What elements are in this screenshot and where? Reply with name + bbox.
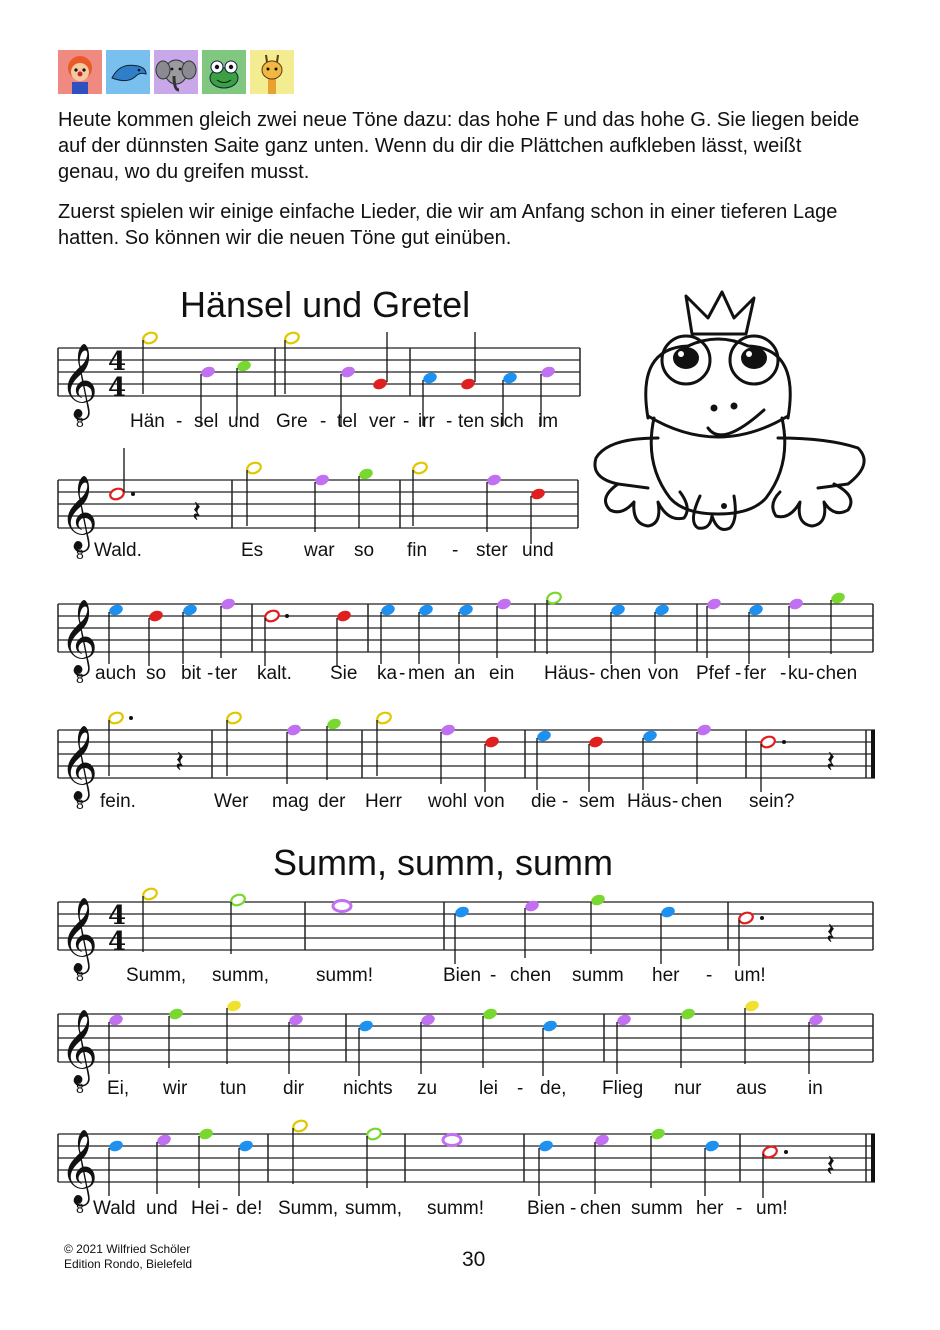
note-f xyxy=(830,591,847,605)
note-e xyxy=(594,1133,611,1147)
giraffe-icon xyxy=(250,50,294,94)
svg-text:und: und xyxy=(228,411,260,432)
svg-text:sich: sich xyxy=(490,411,524,432)
note-e xyxy=(706,597,723,611)
svg-text:ein: ein xyxy=(489,663,515,684)
svg-text:dir: dir xyxy=(283,1078,305,1099)
lyrics-line xyxy=(93,1198,788,1219)
note-f xyxy=(590,893,607,907)
svg-text:summ!: summ! xyxy=(316,965,373,986)
frog-icon xyxy=(202,50,246,94)
note-e xyxy=(340,365,357,379)
lyrics-line xyxy=(107,1078,823,1099)
svg-text:Herr: Herr xyxy=(365,791,402,812)
frog-prince-illustration xyxy=(588,288,878,558)
note-d xyxy=(610,603,627,617)
note-c-half xyxy=(264,609,281,623)
note-c xyxy=(372,377,389,391)
svg-text:ku: ku xyxy=(788,663,809,684)
svg-text:-: - xyxy=(808,663,815,684)
svg-text:-: - xyxy=(589,663,596,684)
svg-text:8: 8 xyxy=(76,796,84,812)
svg-text:fin: fin xyxy=(407,540,428,561)
note-d xyxy=(380,603,397,617)
note-c-half xyxy=(760,735,777,749)
time-signature xyxy=(108,347,126,403)
svg-text:Flieg: Flieg xyxy=(602,1078,644,1099)
elephant-icon xyxy=(154,50,198,94)
note-d xyxy=(108,1139,125,1153)
svg-text:und: und xyxy=(146,1198,178,1219)
treble-clef-icon xyxy=(60,600,98,686)
svg-text:und: und xyxy=(522,540,554,561)
svg-text:Bien: Bien xyxy=(527,1198,566,1219)
lyrics-line xyxy=(130,411,558,432)
note-c xyxy=(460,377,477,391)
note-d xyxy=(654,603,671,617)
note-f-half xyxy=(546,591,563,605)
lyrics-line xyxy=(100,791,794,812)
svg-text:chen: chen xyxy=(600,663,642,684)
quarter-rest-icon: 𝄽 xyxy=(826,745,836,780)
svg-text:von: von xyxy=(474,791,505,812)
svg-text:ver: ver xyxy=(369,411,396,432)
svg-text:sem: sem xyxy=(579,791,615,812)
svg-text:ten: ten xyxy=(458,411,485,432)
note-d xyxy=(358,1019,375,1033)
quarter-rest-icon: 𝄽 xyxy=(192,495,202,530)
music-staff-song1-line3 xyxy=(0,580,940,700)
svg-text:tun: tun xyxy=(220,1078,247,1099)
svg-text:-: - xyxy=(176,411,183,432)
note-f xyxy=(198,1127,215,1141)
svg-text:-: - xyxy=(672,791,679,812)
svg-text:Häus: Häus xyxy=(627,791,672,812)
music-staff-song2-line3 xyxy=(0,1110,940,1230)
staff-lines xyxy=(58,348,580,396)
note-f xyxy=(326,717,343,731)
svg-text:bit: bit xyxy=(181,663,202,684)
note-g xyxy=(142,887,159,901)
note-c-half xyxy=(762,1145,779,1159)
svg-text:-: - xyxy=(399,663,406,684)
svg-text:kalt.: kalt. xyxy=(257,663,292,684)
note-g xyxy=(292,1119,309,1133)
svg-text:-: - xyxy=(320,411,327,432)
svg-text:aus: aus xyxy=(736,1078,767,1099)
svg-text:chen: chen xyxy=(681,791,723,812)
svg-text:𝄞: 𝄞 xyxy=(60,600,98,674)
svg-text:Wer: Wer xyxy=(214,791,249,812)
svg-text:de!: de! xyxy=(236,1198,263,1219)
note-e xyxy=(788,597,805,611)
svg-text:fer: fer xyxy=(744,663,767,684)
svg-text:8: 8 xyxy=(76,1200,84,1216)
note-e xyxy=(286,723,303,737)
svg-text:-: - xyxy=(446,411,453,432)
svg-text:wohl: wohl xyxy=(428,791,468,812)
note-g xyxy=(142,331,159,345)
svg-text:Sie: Sie xyxy=(330,663,358,684)
music-staff-song1-line4 xyxy=(0,706,940,826)
note-g xyxy=(226,999,243,1013)
svg-text:-: - xyxy=(517,1078,524,1099)
svg-text:in: in xyxy=(808,1078,823,1099)
note-g xyxy=(246,461,263,475)
svg-text:Gre: Gre xyxy=(276,411,308,432)
svg-text:-: - xyxy=(562,791,569,812)
note-d xyxy=(642,729,659,743)
svg-text:Summ,: Summ, xyxy=(278,1198,339,1219)
svg-text:war: war xyxy=(304,540,335,561)
note-e xyxy=(314,473,331,487)
note-e xyxy=(220,597,237,611)
svg-text:8: 8 xyxy=(76,670,84,686)
treble-clef-icon xyxy=(60,726,98,812)
quarter-rest-icon: 𝄽 xyxy=(826,917,836,952)
note-d xyxy=(748,603,765,617)
svg-text:irr: irr xyxy=(418,411,435,432)
svg-text:ter: ter xyxy=(215,663,238,684)
svg-text:Hän: Hän xyxy=(130,411,165,432)
note-c xyxy=(588,735,605,749)
svg-text:-: - xyxy=(735,663,742,684)
note-f xyxy=(650,1127,667,1141)
note-e-whole xyxy=(443,1135,461,1146)
svg-text:Bien: Bien xyxy=(443,965,482,986)
svg-text:summ: summ xyxy=(572,965,624,986)
note-d xyxy=(542,1019,559,1033)
svg-text:𝄞: 𝄞 xyxy=(60,898,98,972)
note-d xyxy=(536,729,553,743)
svg-text:-: - xyxy=(490,965,497,986)
dolphin-icon xyxy=(106,50,150,94)
footer-copyright xyxy=(64,1242,192,1272)
lyrics-line xyxy=(95,663,857,684)
note-d xyxy=(182,603,199,617)
note-c xyxy=(148,609,165,623)
svg-text:8: 8 xyxy=(76,546,84,562)
svg-text:𝄞: 𝄞 xyxy=(60,726,98,800)
svg-text:𝄞: 𝄞 xyxy=(60,344,98,418)
svg-text:um!: um! xyxy=(756,1198,788,1219)
svg-text:sel: sel xyxy=(194,411,219,432)
svg-text:so: so xyxy=(354,540,375,561)
svg-text:-: - xyxy=(706,965,713,986)
svg-text:Es: Es xyxy=(241,540,264,561)
svg-text:von: von xyxy=(648,663,679,684)
svg-text:nur: nur xyxy=(674,1078,702,1099)
note-c xyxy=(484,735,501,749)
svg-text:8: 8 xyxy=(76,414,84,430)
svg-text:𝄞: 𝄞 xyxy=(60,1130,98,1204)
svg-text:𝄞: 𝄞 xyxy=(60,476,98,550)
note-d xyxy=(418,603,435,617)
notes xyxy=(108,711,835,792)
svg-text:auch: auch xyxy=(95,663,137,684)
svg-text:-: - xyxy=(207,663,214,684)
svg-text:nichts: nichts xyxy=(343,1078,393,1099)
svg-text:tel: tel xyxy=(337,411,358,432)
note-e xyxy=(540,365,557,379)
note-e xyxy=(440,723,457,737)
svg-text:lei: lei xyxy=(479,1078,499,1099)
animal-icon-row xyxy=(58,50,294,94)
svg-text:-: - xyxy=(452,540,459,561)
svg-text:her: her xyxy=(696,1198,724,1219)
note-f xyxy=(236,359,253,373)
svg-text:-: - xyxy=(222,1198,229,1219)
note-f xyxy=(168,1007,185,1021)
svg-text:mag: mag xyxy=(272,791,309,812)
note-e xyxy=(288,1013,305,1027)
svg-text:um!: um! xyxy=(734,965,766,986)
note-d xyxy=(238,1139,255,1153)
note-d xyxy=(458,603,475,617)
svg-text:4: 4 xyxy=(108,901,127,931)
note-f-half xyxy=(230,893,247,907)
note-e xyxy=(420,1013,437,1027)
svg-text:Hei: Hei xyxy=(191,1198,220,1219)
svg-text:summ!: summ! xyxy=(427,1198,484,1219)
quarter-rest-icon: 𝄽 xyxy=(826,1149,836,1184)
note-e xyxy=(486,473,503,487)
notes xyxy=(109,448,547,544)
intro-paragraph-1: Heute kommen gleich zwei neue Töne dazu: das hohe F und das hohe G. Sie liegen beide auf der dünnsten Saite ganz unten. Wenn du dir die Plättchen aufkleben lässt, weißt genau, wo du greifen musst. xyxy=(58,109,860,183)
time-signature xyxy=(108,901,126,957)
note-g xyxy=(412,461,429,475)
svg-text:so: so xyxy=(146,663,167,684)
note-d xyxy=(108,603,125,617)
note-d xyxy=(422,371,439,385)
crown-icon xyxy=(686,292,754,334)
svg-text:zu: zu xyxy=(417,1078,438,1099)
svg-text:de,: de, xyxy=(540,1078,567,1099)
svg-text:ster: ster xyxy=(476,540,508,561)
note-f xyxy=(358,467,375,481)
svg-text:chen: chen xyxy=(510,965,552,986)
svg-text:die: die xyxy=(531,791,557,812)
clown-icon xyxy=(58,50,102,94)
quarter-rest-icon: 𝄽 xyxy=(175,745,185,780)
svg-text:ka: ka xyxy=(377,663,398,684)
svg-text:𝄞: 𝄞 xyxy=(60,1010,98,1084)
note-g xyxy=(376,711,393,725)
note-d xyxy=(660,905,677,919)
svg-text:chen: chen xyxy=(816,663,858,684)
svg-text:sein?: sein? xyxy=(749,791,795,812)
svg-text:8: 8 xyxy=(76,1080,84,1096)
treble-clef-icon xyxy=(60,476,98,562)
note-g xyxy=(226,711,243,725)
svg-text:8: 8 xyxy=(76,968,84,984)
svg-text:4: 4 xyxy=(108,927,127,957)
music-staff-song2-line1 xyxy=(0,878,940,998)
note-g xyxy=(284,331,301,345)
lyrics-line xyxy=(94,540,554,561)
svg-text:der: der xyxy=(318,791,346,812)
svg-text:her: her xyxy=(652,965,680,986)
note-c xyxy=(530,487,547,501)
treble-clef-icon xyxy=(60,898,98,984)
music-staff-song2-line2 xyxy=(0,990,940,1110)
note-e xyxy=(524,899,541,913)
treble-clef-icon xyxy=(60,1010,98,1096)
page-number: 30 xyxy=(462,1248,486,1271)
note-c xyxy=(336,609,353,623)
svg-text:an: an xyxy=(454,663,476,684)
note-e xyxy=(200,365,217,379)
note-f-half xyxy=(366,1127,383,1141)
note-g-half xyxy=(108,711,125,725)
intro-paragraph-2: Zuerst spielen wir einige einfache Lieder, die wir am Anfang schon in einer tieferen Lage hatten. So können wir die neuen Töne gut einüben. xyxy=(58,201,838,249)
svg-text:-: - xyxy=(570,1198,577,1219)
svg-text:chen: chen xyxy=(580,1198,622,1219)
svg-text:Wald: Wald xyxy=(93,1198,136,1219)
svg-text:Häus: Häus xyxy=(544,663,589,684)
note-e xyxy=(108,1013,125,1027)
note-e xyxy=(496,597,513,611)
note-e xyxy=(616,1013,633,1027)
svg-text:-: - xyxy=(736,1198,743,1219)
svg-text:Wald.: Wald. xyxy=(94,540,142,561)
note-f xyxy=(680,1007,697,1021)
copyright-text: © 2021 Wilfried Schöler xyxy=(64,1242,191,1256)
publisher-text: Edition Rondo, Bielefeld xyxy=(64,1257,193,1271)
svg-text:fein.: fein. xyxy=(100,791,136,812)
song-title-summ: Summ, summ, summ xyxy=(273,842,614,883)
svg-text:-: - xyxy=(780,663,787,684)
note-c-half xyxy=(738,911,755,925)
note-d xyxy=(538,1139,555,1153)
svg-text:summ,: summ, xyxy=(345,1198,402,1219)
treble-clef-icon xyxy=(60,344,98,430)
note-c-half xyxy=(109,487,126,501)
note-f xyxy=(482,1007,499,1021)
note-e xyxy=(808,1013,825,1027)
note-d xyxy=(704,1139,721,1153)
lyrics-line xyxy=(126,965,766,986)
note-e xyxy=(696,723,713,737)
svg-text:im: im xyxy=(538,411,559,432)
svg-text:Summ,: Summ, xyxy=(126,965,187,986)
note-d xyxy=(502,371,519,385)
svg-text:Ei,: Ei, xyxy=(107,1078,130,1099)
svg-text:men: men xyxy=(408,663,445,684)
svg-text:Pfef: Pfef xyxy=(696,663,730,684)
note-d xyxy=(454,905,471,919)
song-title-haensel: Hänsel und Gretel xyxy=(180,284,471,325)
svg-text:4: 4 xyxy=(108,347,127,377)
svg-text:-: - xyxy=(403,411,410,432)
note-g xyxy=(744,999,761,1013)
note-e-whole xyxy=(333,901,351,912)
svg-text:summ,: summ, xyxy=(212,965,269,986)
svg-text:4: 4 xyxy=(108,373,127,403)
svg-text:wir: wir xyxy=(163,1078,188,1099)
note-e xyxy=(156,1133,173,1147)
svg-text:summ: summ xyxy=(631,1198,683,1219)
